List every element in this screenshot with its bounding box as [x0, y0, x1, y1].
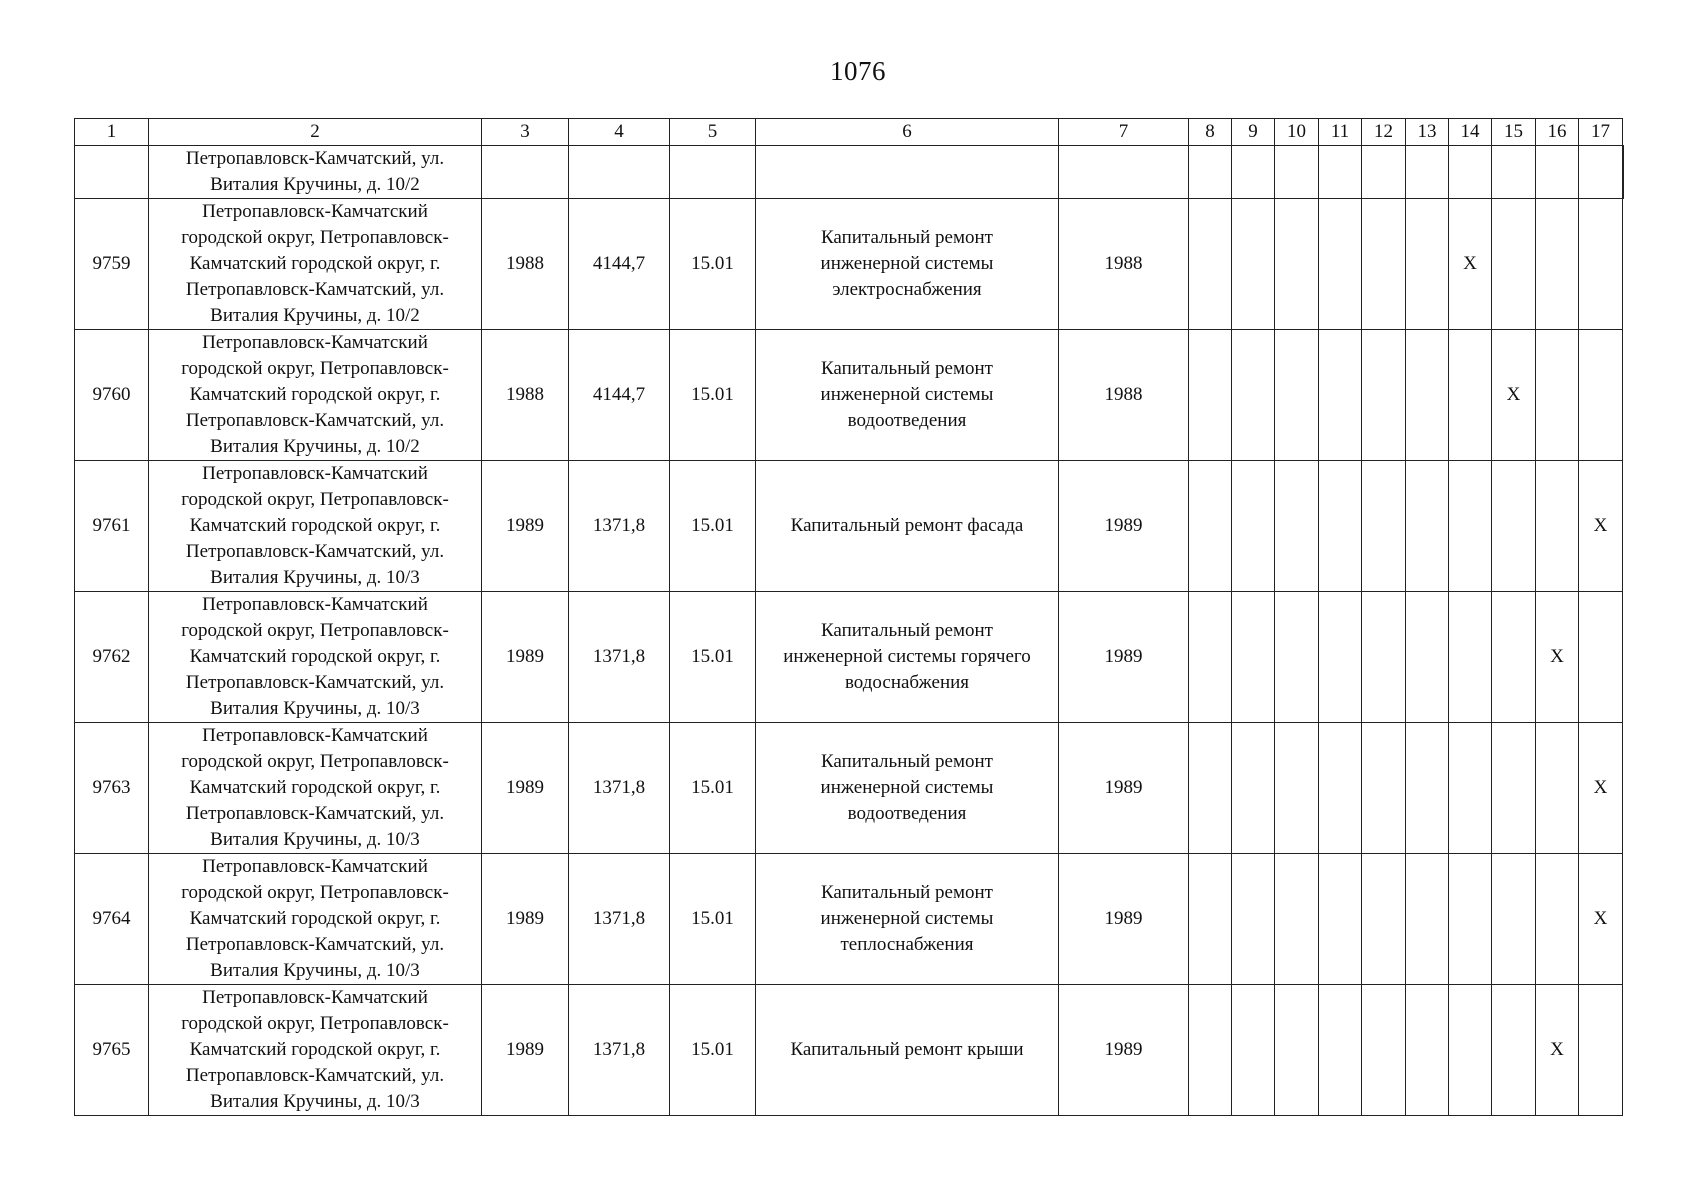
column-header: 13: [1406, 119, 1449, 146]
empty-cell: [1189, 146, 1232, 199]
address-line: Виталия Кручины, д. 10/3: [210, 960, 420, 981]
address-line: Петропавловск-Камчатский, ул.: [185, 410, 445, 431]
column-header: 15: [1492, 119, 1536, 146]
continuation-row: [75, 146, 1624, 199]
empty-cell: [756, 146, 1059, 199]
mark-cell-col-17: [1579, 330, 1623, 461]
empty-cell: [1623, 146, 1624, 199]
row-number-cell: 9763: [75, 723, 149, 854]
mark-cell-col-13: [1406, 723, 1449, 854]
mark-cell-col-11: [1319, 854, 1362, 985]
column-header: 11: [1319, 119, 1362, 146]
row-number-cell: 9764: [75, 854, 149, 985]
column-header: 2: [149, 119, 482, 146]
column-header: 9: [1232, 119, 1275, 146]
address-line: городской округ, Петропавловск-: [181, 751, 449, 772]
mark-cell-col-16: [1536, 199, 1579, 330]
row-number-cell: 9761: [75, 461, 149, 592]
empty-cell: [1232, 146, 1275, 199]
work-line: инженерной системы: [820, 253, 994, 274]
code-cell: 15.01: [670, 854, 756, 985]
address-line: Камчатский городской округ, г.: [189, 646, 441, 667]
work-line: инженерной системы: [820, 384, 994, 405]
row-number-cell: 9762: [75, 592, 149, 723]
column-header: 16: [1536, 119, 1579, 146]
mark-cell-col-12: [1362, 592, 1406, 723]
column-number-row: [75, 119, 1624, 146]
work-line: Капитальный ремонт: [820, 358, 993, 379]
mark-cell-col-16: [1536, 723, 1579, 854]
address-line: городской округ, Петропавловск-: [181, 882, 449, 903]
column-header: 10: [1275, 119, 1319, 146]
work-type-cell: [756, 854, 1059, 985]
area-cell: 1371,8: [569, 854, 670, 985]
address-line: Камчатский городской округ, г.: [189, 1039, 441, 1060]
mark-cell-col-11: [1319, 985, 1362, 1116]
mark-cell-col-11: [1319, 723, 1362, 854]
mark-x: X: [1449, 199, 1492, 330]
mark-cell-col-12: [1362, 985, 1406, 1116]
mark-cell-col-15: [1492, 199, 1536, 330]
column-header: 7: [1059, 119, 1189, 146]
area-cell: 1371,8: [569, 461, 670, 592]
mark-cell-col-9: [1232, 592, 1275, 723]
address-line: Петропавловск-Камчатский, ул.: [185, 541, 445, 562]
mark-cell-col-9: [1232, 461, 1275, 592]
mark-cell-col-11: [1319, 461, 1362, 592]
mark-cell-col-16: [1536, 461, 1579, 592]
address-cell: [149, 723, 482, 854]
address-line: Камчатский городской округ, г.: [189, 515, 441, 536]
year-cell: 1989: [1059, 723, 1189, 854]
year-built-cell: 1989: [482, 723, 569, 854]
mark-cell-col-9: [1232, 854, 1275, 985]
work-type-cell: [756, 723, 1059, 854]
year-built-cell: 1988: [482, 330, 569, 461]
area-cell: 4144,7: [569, 199, 670, 330]
area-cell: 1371,8: [569, 592, 670, 723]
address-line: Петропавловск-Камчатский: [202, 201, 428, 222]
table-row: [75, 723, 1624, 854]
mark-cell-col-10: [1275, 854, 1319, 985]
mark-cell-col-15: [1492, 592, 1536, 723]
column-header: 1: [75, 119, 149, 146]
year-built-cell: 1989: [482, 854, 569, 985]
code-cell: 15.01: [670, 199, 756, 330]
area-cell: 1371,8: [569, 723, 670, 854]
work-line: инженерной системы: [820, 908, 994, 929]
empty-cell: [1059, 146, 1189, 199]
mark-cell-col-16: [1536, 854, 1579, 985]
column-header: 14: [1449, 119, 1492, 146]
mark-cell-col-9: [1232, 723, 1275, 854]
empty-cell: [1275, 146, 1319, 199]
mark-cell-col-12: [1362, 723, 1406, 854]
empty-cell: [569, 146, 670, 199]
mark-cell-col-8: [1189, 461, 1232, 592]
year-cell: 1988: [1059, 330, 1189, 461]
address-line: Петропавловск-Камчатский: [202, 332, 428, 353]
table-row: [75, 199, 1624, 330]
mark-cell-col-12: [1362, 854, 1406, 985]
mark-cell-col-13: [1406, 461, 1449, 592]
mark-cell-col-11: [1319, 330, 1362, 461]
empty-cell: [1319, 146, 1362, 199]
empty-cell: [1449, 146, 1492, 199]
address-line: Петропавловск-Камчатский: [202, 725, 428, 746]
code-cell: 15.01: [670, 330, 756, 461]
mark-cell-col-14: [1449, 330, 1492, 461]
mark-cell-col-15: [1492, 723, 1536, 854]
table-row: [75, 592, 1624, 723]
mark-cell-col-15: [1492, 461, 1536, 592]
mark-x: X: [1492, 330, 1536, 461]
address-line: городской округ, Петропавловск-: [181, 227, 449, 248]
year-built-cell: 1988: [482, 199, 569, 330]
year-built-cell: 1989: [482, 592, 569, 723]
mark-cell-col-17: [1579, 199, 1623, 330]
column-header: 17: [1579, 119, 1623, 146]
mark-cell-col-9: [1232, 330, 1275, 461]
mark-cell-col-14: [1449, 592, 1492, 723]
year-built-cell: 1989: [482, 461, 569, 592]
code-cell: 15.01: [670, 461, 756, 592]
mark-cell-col-8: [1189, 723, 1232, 854]
mark-cell-col-13: [1406, 985, 1449, 1116]
page-number: 1076: [830, 56, 886, 86]
address-cell: [149, 461, 482, 592]
work-line: инженерной системы горячего: [783, 646, 1031, 667]
address-line: Петропавловск-Камчатский: [202, 463, 428, 484]
mark-cell-col-11: [1319, 592, 1362, 723]
address-line: Петропавловск-Камчатский: [202, 594, 428, 615]
mark-cell-col-9: [1232, 199, 1275, 330]
work-line: инженерной системы: [820, 777, 994, 798]
empty-cell: [1492, 146, 1536, 199]
empty-cell: [1536, 146, 1579, 199]
mark-cell-col-14: [1449, 461, 1492, 592]
table-row: [75, 461, 1624, 592]
mark-cell-col-8: [1189, 330, 1232, 461]
mark-cell-col-12: [1362, 330, 1406, 461]
row-number-cell: 9759: [75, 199, 149, 330]
address-cell: [149, 592, 482, 723]
empty-cell: [1579, 146, 1623, 199]
work-line: водоснабжения: [844, 672, 970, 693]
mark-cell-col-11: [1319, 199, 1362, 330]
table-row: [75, 854, 1624, 985]
mark-cell-col-15: [1492, 854, 1536, 985]
address-cell: [149, 985, 482, 1116]
work-type-cell: [756, 461, 1059, 592]
work-line: электроснабжения: [832, 279, 982, 300]
address-line: Камчатский городской округ, г.: [189, 777, 441, 798]
table-body: [75, 146, 1624, 1116]
mark-cell-col-14: [1449, 985, 1492, 1116]
row-number-cell: 9765: [75, 985, 149, 1116]
address-line: Камчатский городской округ, г.: [189, 908, 441, 929]
mark-cell-col-12: [1362, 199, 1406, 330]
mark-cell-col-8: [1189, 199, 1232, 330]
work-line: Капитальный ремонт: [820, 751, 993, 772]
year-cell: 1989: [1059, 854, 1189, 985]
mark-x: X: [1536, 985, 1579, 1116]
code-cell: 15.01: [670, 723, 756, 854]
mark-cell-col-10: [1275, 985, 1319, 1116]
code-cell: 15.01: [670, 592, 756, 723]
empty-cell: [482, 146, 569, 199]
work-line: Капитальный ремонт крыши: [790, 1039, 1024, 1060]
column-header: 12: [1362, 119, 1406, 146]
mark-cell-col-10: [1275, 330, 1319, 461]
address-line: Виталия Кручины, д. 10/3: [210, 698, 420, 719]
column-header: 3: [482, 119, 569, 146]
address-line: Петропавловск-Камчатский, ул.: [185, 279, 445, 300]
work-type-cell: [756, 199, 1059, 330]
mark-cell-col-10: [1275, 723, 1319, 854]
year-cell: 1989: [1059, 592, 1189, 723]
mark-cell-col-17: [1579, 985, 1623, 1116]
mark-cell-col-10: [1275, 199, 1319, 330]
mark-cell-col-13: [1406, 592, 1449, 723]
address-line: городской округ, Петропавловск-: [181, 620, 449, 641]
address-line: Виталия Кручины, д. 10/2: [210, 436, 420, 457]
mark-cell-col-16: [1536, 330, 1579, 461]
column-header: 6: [756, 119, 1059, 146]
mark-cell-col-8: [1189, 985, 1232, 1116]
mark-cell-col-10: [1275, 592, 1319, 723]
mark-x: X: [1579, 854, 1623, 985]
mark-x: X: [1536, 592, 1579, 723]
address-line: Камчатский городской округ, г.: [189, 384, 441, 405]
address-line: Петропавловск-Камчатский: [202, 987, 428, 1008]
work-line: Капитальный ремонт: [820, 620, 993, 641]
number-cell: [75, 146, 149, 199]
empty-cell: [1406, 146, 1449, 199]
mark-cell-col-9: [1232, 985, 1275, 1116]
table-row: [75, 985, 1624, 1116]
column-header: 8: [1189, 119, 1232, 146]
empty-cell: [670, 146, 756, 199]
year-cell: 1989: [1059, 985, 1189, 1116]
address-line: городской округ, Петропавловск-: [181, 1013, 449, 1034]
address-line: Петропавловск-Камчатский, ул.: [185, 148, 445, 169]
address-line: Петропавловск-Камчатский, ул.: [185, 934, 445, 955]
mark-cell-col-15: [1492, 985, 1536, 1116]
empty-cell: [1362, 146, 1406, 199]
address-line: Виталия Кручины, д. 10/3: [210, 1091, 420, 1112]
address-cell: [149, 854, 482, 985]
mark-x: X: [1579, 461, 1623, 592]
column-header: 4: [569, 119, 670, 146]
address-cell: [149, 146, 482, 199]
work-line: Капитальный ремонт фасада: [790, 515, 1024, 536]
mark-cell-col-8: [1189, 592, 1232, 723]
address-line: Камчатский городской округ, г.: [189, 253, 441, 274]
address-line: Виталия Кручины, д. 10/2: [210, 174, 420, 195]
address-line: Виталия Кручины, д. 10/2: [210, 305, 420, 326]
mark-cell-col-14: [1449, 854, 1492, 985]
work-line: теплоснабжения: [840, 934, 974, 955]
address-cell: [149, 330, 482, 461]
mark-cell-col-13: [1406, 199, 1449, 330]
address-line: Виталия Кручины, д. 10/3: [210, 567, 420, 588]
address-line: Виталия Кручины, д. 10/3: [210, 829, 420, 850]
address-line: Петропавловск-Камчатский, ул.: [185, 803, 445, 824]
mark-cell-col-14: [1449, 723, 1492, 854]
address-line: городской округ, Петропавловск-: [181, 358, 449, 379]
code-cell: 15.01: [670, 985, 756, 1116]
work-type-cell: [756, 592, 1059, 723]
year-cell: 1988: [1059, 199, 1189, 330]
work-line: водоотведения: [847, 410, 967, 431]
work-line: Капитальный ремонт: [820, 882, 993, 903]
address-line: Петропавловск-Камчатский, ул.: [185, 1065, 445, 1086]
repair-schedule-table: [74, 118, 1624, 1116]
table-row: [75, 330, 1624, 461]
row-number-cell: 9760: [75, 330, 149, 461]
work-type-cell: [756, 985, 1059, 1116]
mark-x: X: [1579, 723, 1623, 854]
work-type-cell: [756, 330, 1059, 461]
year-built-cell: 1989: [482, 985, 569, 1116]
mark-cell-col-12: [1362, 461, 1406, 592]
address-cell: [149, 199, 482, 330]
mark-cell-col-13: [1406, 854, 1449, 985]
address-line: городской округ, Петропавловск-: [181, 489, 449, 510]
work-line: Капитальный ремонт: [820, 227, 993, 248]
mark-cell-col-10: [1275, 461, 1319, 592]
mark-cell-col-17: [1579, 592, 1623, 723]
mark-cell-col-13: [1406, 330, 1449, 461]
area-cell: 4144,7: [569, 330, 670, 461]
address-line: Петропавловск-Камчатский, ул.: [185, 672, 445, 693]
mark-cell-col-8: [1189, 854, 1232, 985]
address-line: Петропавловск-Камчатский: [202, 856, 428, 877]
area-cell: 1371,8: [569, 985, 670, 1116]
year-cell: 1989: [1059, 461, 1189, 592]
column-header: 5: [670, 119, 756, 146]
work-line: водоотведения: [847, 803, 967, 824]
